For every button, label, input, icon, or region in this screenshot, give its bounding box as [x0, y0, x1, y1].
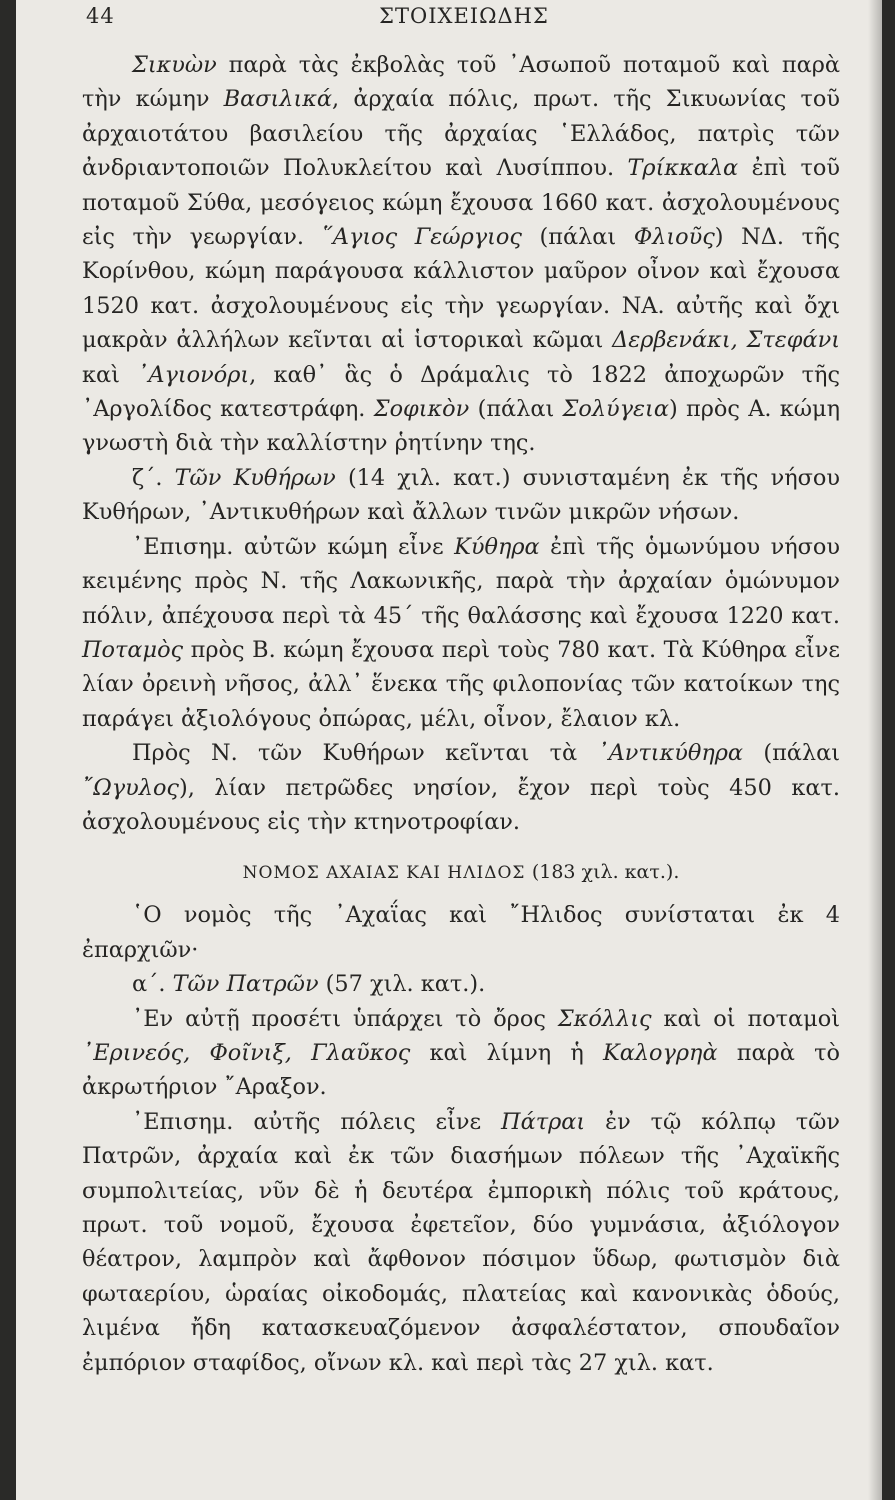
place-name: Δερβενάκι, Στεφάνι — [612, 327, 840, 354]
paragraph-patras-province: α΄. Τῶν Πατρῶν (57 χιλ. κατ.). — [132, 971, 486, 998]
paragraph-patras-geography: ᾿Εν αὐτῇ προσέτι ὑπάρχει τὸ ὄρος Σκόλλις καὶ οἱ ποταμοὶ ᾿Ερινεός, Φοῖνιξ, Γλαῦκος καὶ λίμνη ἡ Καλογρηὰ παρὰ τὸ ἀκρωτήριον ῎Αραξον. — [82, 1005, 840, 1101]
place-name: Ποταμὸς — [82, 636, 184, 663]
place-name: ῎Ωγυλος — [82, 774, 179, 801]
place-name: ῞Αγιος Γεώργιος — [321, 224, 522, 251]
paragraph-kythera-towns: ᾿Επισημ. αὐτῶν κώμη εἶνε Κύθηρα ἐπὶ τῆς ὁμωνύμου νήσου κειμένης πρὸς Ν. τῆς Λακωνικῆς, παρὰ τὴν ἀρχαίαν ὁμώνυμον πόλιν, ἀπέχουσα περὶ τὰ 45΄ τῆς θαλάσσης καὶ ἔχουσα 1220 κατ. Ποταμὸς πρὸς Β. κώμη ἔχουσα περὶ τοὺς 780 κατ. Τὰ Κύθηρα εἶνε λίαν ὀρεινὴ νῆσος, ἀλλ᾿ ἕνεκα τῆς φιλοπονίας τῶν κατοίκων της παράγει ἀξιολόγους ὀπώρας, μέλι, οἶνον, ἔλαιον κλ. — [82, 533, 840, 732]
place-name: Καλογρηὰ — [602, 1039, 718, 1066]
place-name: Σοφικὸν — [373, 396, 470, 423]
place-name: Σικυὼν — [132, 52, 217, 78]
place-name: Τρίκκαλα — [627, 155, 739, 182]
paragraph-antikythera: Πρὸς Ν. τῶν Κυθήρων κεῖνται τὰ ᾿Αντικύθηρα (πάλαι ῎Ωγυλος), λίαν πετρῶδες νησίον, ἔχον περὶ τοὺς 450 κατ. ἀσχολουμένους εἰς τὴν κτηνοτροφίαν. — [82, 740, 840, 835]
running-title: ΣΤΟΙΧΕΙΩΔΗΣ — [379, 4, 549, 28]
section-heading — [82, 857, 840, 888]
place-name: ᾿Αγιονόρι — [137, 361, 250, 388]
place-name: Πάτραι — [501, 1108, 586, 1135]
place-name: Σολύγεια — [562, 396, 669, 423]
place-name: ᾿Ερινεός, Φοῖνιξ, Γλαῦκος — [82, 1039, 411, 1066]
place-name: Κύθηρα — [454, 533, 540, 560]
running-header — [86, 4, 842, 30]
book-page — [16, 0, 882, 1500]
province-name: Τῶν Κυθήρων — [174, 464, 336, 491]
paragraph-nomos-intro: ῾Ο νομὸς τῆς ᾿Αχαΐας καὶ ῎Ηλιδος συνίσταται ἐκ 4 ἐπαρχιῶν· — [82, 902, 840, 963]
place-name: Βασιλικά — [223, 86, 333, 113]
page-number: 44 — [86, 4, 115, 28]
place-name: Φλιοῦς — [633, 224, 715, 251]
page-body — [82, 48, 840, 1380]
province-name: Τῶν Πατρῶν — [172, 971, 319, 998]
place-name: ᾿Αντικύθηρα — [597, 740, 744, 767]
paragraph-kythera-province: ζ΄. Τῶν Κυθήρων (14 χιλ. κατ.) συνισταμένη ἐκ τῆς νήσου Κυθήρων, ᾿Αντικυθήρων καὶ ἄλλων τινῶν μικρῶν νήσων. — [82, 464, 840, 526]
paragraph-sikyon: Σικυὼν παρὰ τὰς ἐκβολὰς τοῦ ᾿Ασωποῦ ποταμοῦ καὶ παρὰ τὴν κώμην Βασιλικά, ἀρχαία πόλις, πρωτ. τῆς Σικυωνίας τοῦ ἀρχαιοτάτου βασιλείου τῆς ἀρχαίας ῾Ελλάδος, πατρὶς τῶν ἀνδριαντοποιῶν Πολυκλείτου καὶ Λυσίππου. Τρίκκαλα ἐπὶ τοῦ ποταμοῦ Σύθα, μεσόγειος κώμη ἔχουσα 1660 κατ. ἀσχολουμένους εἰς τὴν γεωργίαν. ῞Αγιος Γεώργιος (πάλαι Φλιοῦς) ΝΔ. τῆς Κορίνθου, κώμη παράγουσα κάλλιστον μαῦρον οἶνον καὶ ἔχουσα 1520 κατ. ἀσχολουμένους εἰς τὴν γεωργίαν. ΝΑ. αὐτῆς καὶ ὄχι μακρὰν ἀλλήλων κεῖνται αἱ ἱστορικαὶ κῶμαι Δερβενάκι, Στεφάνι καὶ ᾿Αγιονόρι, καθ᾿ ἃς ὁ Δράμαλις τὸ 1822 ἀποχωρῶν τῆς ᾿Αργολίδος κατεστράφη. Σοφικὸν (πάλαι Σολύγεια) πρὸς Α. κώμη γνωστὴ διὰ τὴν καλλίστην ῥητίνην της. — [82, 52, 840, 457]
place-name: Σκόλλις — [557, 1005, 652, 1032]
page-edge-shadow — [868, 0, 882, 1500]
section-subtitle: (183 χιλ. κατ.). — [531, 861, 680, 884]
paragraph-patras-city: ᾿Επισημ. αὐτῆς πόλεις εἶνε Πάτραι ἐν τῷ κόλπῳ τῶν Πατρῶν, ἀρχαία καὶ ἐκ τῶν διασήμων πόλεων τῆς ᾿Αχαϊκῆς συμπολιτείας, νῦν δὲ ἡ δευτέρα ἐμπορικὴ πόλις τοῦ κράτους, πρωτ. τοῦ νομοῦ, ἔχουσα ἐφετεῖον, δύο γυμνάσια, ἀξιόλογον θέατρον, λαμπρὸν καὶ ἄφθονον πόσιμον ὕδωρ, φωτισμὸν διὰ φωταερίου, ὡραίας οἰκοδομάς, πλατείας καὶ κανονικὰς ὁδούς, λιμένα ἤδη κατασκευαζόμενον ἀσφαλέστατον, σπουδαῖον ἐμπόριον σταφίδος, οἴνων κλ. καὶ περὶ τὰς 27 χιλ. κατ. — [82, 1108, 840, 1376]
section-title: ΝΟΜΟΣ ΑΧΑΙΑΣ ΚΑΙ ΗΛΙΔΟΣ — [242, 863, 526, 884]
